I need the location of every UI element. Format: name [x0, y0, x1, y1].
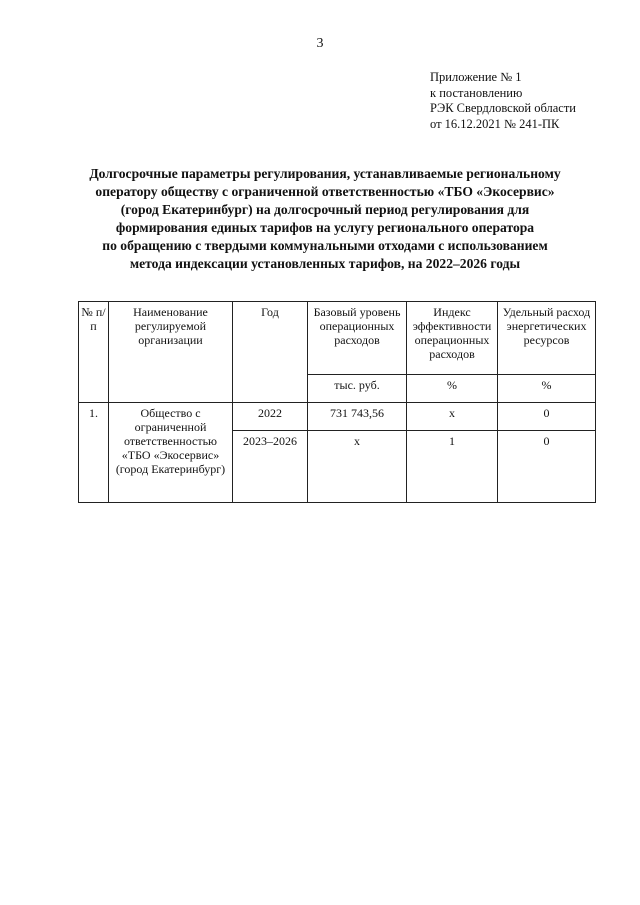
title-line: метода индексации установленных тарифов, на 2022–2026 годы [129, 256, 521, 271]
title-line: (город Екатеринбург) на долгосрочный период регулирования для [120, 202, 530, 217]
title-line: формирования единых тарифов на услугу регионального оператора [115, 220, 535, 235]
header-efficiency-index: Индекс эффективности операционных расходов [407, 302, 498, 375]
row-year: 2023–2026 [233, 431, 308, 503]
row-number: 1. [79, 403, 109, 503]
table-row [79, 403, 596, 431]
appendix-line: Приложение № 1 [430, 70, 522, 84]
row-year: 2022 [233, 403, 308, 431]
header-energy-consumption: Удельный расход энергетических ресурсов [498, 302, 596, 375]
header-base-level: Базовый уровень операционных расходов [308, 302, 407, 375]
row-energy-consumption: 0 [498, 403, 596, 431]
row-energy-consumption: 0 [498, 431, 596, 503]
appendix-line: к постановлению [430, 85, 523, 100]
header-number: № п/п [79, 302, 109, 403]
title-line: Долгосрочные параметры регулирования, устанавливаемые региональному [89, 166, 561, 181]
page-number: 3 [316, 36, 324, 51]
unit-efficiency-index: % [407, 375, 498, 403]
parameters-table [78, 301, 596, 503]
unit-energy-consumption: % [498, 375, 596, 403]
unit-base-level: тыс. руб. [308, 375, 407, 403]
header-organization: Наименование регулируемой организации [109, 302, 233, 403]
document-title [70, 165, 580, 273]
appendix-line: от 16.12.2021 № 241-ПК [430, 116, 560, 131]
row-organization: Общество с ограниченной ответственностью «ТБО «Экосервис» (город Екатеринбург) [109, 403, 233, 503]
row-efficiency-index: 1 [407, 431, 498, 503]
table-header-row [79, 302, 596, 375]
appendix-reference [430, 70, 576, 132]
row-efficiency-index: х [407, 403, 498, 431]
title-line: по обращению с твердыми коммунальными отходами с использованием [102, 238, 548, 253]
appendix-line: РЭК Свердловской области [430, 101, 576, 115]
title-line: оператору обществу с ограниченной ответственностью «ТБО «Экосервис» [95, 184, 555, 199]
row-base-level: 731 743,56 [308, 403, 407, 431]
header-year: Год [233, 302, 308, 403]
row-base-level: х [308, 431, 407, 503]
